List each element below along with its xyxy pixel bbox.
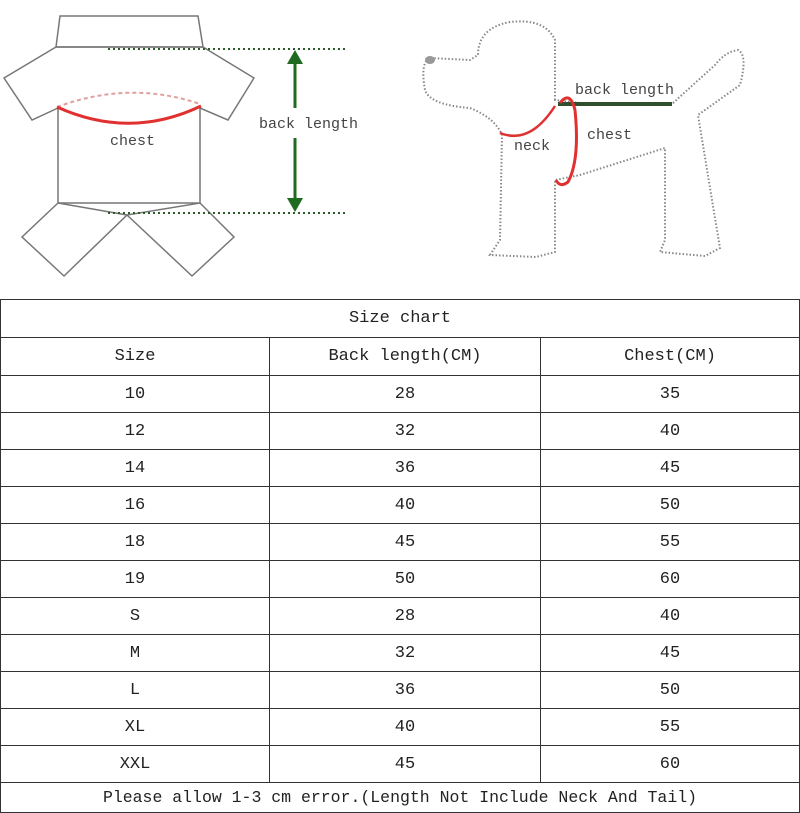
size-cell: L <box>1 672 270 709</box>
chest-cell: 45 <box>541 635 800 672</box>
size-cell: XXL <box>1 746 270 783</box>
size-cell: S <box>1 598 270 635</box>
table-row <box>1 561 800 598</box>
table-title: Size chart <box>1 300 800 338</box>
size-cell: M <box>1 635 270 672</box>
table-header-row <box>1 338 800 376</box>
chest-back-dashed <box>57 93 200 107</box>
back-length-cell: 50 <box>270 561 541 598</box>
back-length-cell: 32 <box>270 635 541 672</box>
table-row <box>1 746 800 783</box>
back-length-cell: 28 <box>270 598 541 635</box>
chest-cell: 60 <box>541 746 800 783</box>
back-length-cell: 40 <box>270 487 541 524</box>
table-row <box>1 487 800 524</box>
size-cell: 10 <box>1 376 270 413</box>
table-row <box>1 598 800 635</box>
back-length-cell: 36 <box>270 672 541 709</box>
size-cell: 12 <box>1 413 270 450</box>
garment-collar <box>56 16 203 47</box>
chest-cell: 55 <box>541 524 800 561</box>
table-row <box>1 413 800 450</box>
arrow-up-icon <box>287 50 303 64</box>
back-length-cell: 28 <box>270 376 541 413</box>
header-chest: Chest(CM) <box>541 338 800 376</box>
dog-neck-label: neck <box>514 138 551 155</box>
size-chart-table <box>0 299 800 813</box>
header-size: Size <box>1 338 270 376</box>
dog-nose <box>425 56 435 64</box>
back-length-cell: 45 <box>270 524 541 561</box>
table-row <box>1 635 800 672</box>
measurement-diagrams <box>0 0 800 296</box>
chest-cell: 40 <box>541 413 800 450</box>
dog-outline <box>423 21 743 257</box>
table-row <box>1 376 800 413</box>
chest-cell: 50 <box>541 487 800 524</box>
table-row <box>1 709 800 746</box>
size-cell: XL <box>1 709 270 746</box>
garment-left-leg <box>22 203 127 276</box>
back-length-cell: 45 <box>270 746 541 783</box>
chest-cell: 55 <box>541 709 800 746</box>
chest-cell: 40 <box>541 598 800 635</box>
chest-cell: 60 <box>541 561 800 598</box>
table-row <box>1 672 800 709</box>
table-row <box>1 524 800 561</box>
chest-cell: 50 <box>541 672 800 709</box>
garment-back-length-label: back length <box>259 116 359 133</box>
back-length-cell: 40 <box>270 709 541 746</box>
header-back-length: Back length(CM) <box>270 338 541 376</box>
garment-chest-label: chest <box>110 133 156 150</box>
neck-measure-line <box>500 106 555 136</box>
size-cell: 16 <box>1 487 270 524</box>
chest-measure-line <box>57 106 201 123</box>
back-length-cell: 32 <box>270 413 541 450</box>
size-cell: 14 <box>1 450 270 487</box>
back-length-cell: 36 <box>270 450 541 487</box>
table-row <box>1 450 800 487</box>
dog-diagram <box>423 21 743 257</box>
dog-back-length-label: back length <box>575 82 675 99</box>
chest-cell: 35 <box>541 376 800 413</box>
table-footnote: Please allow 1-3 cm error.(Length Not Include Neck And Tail) <box>1 783 800 813</box>
size-cell: 18 <box>1 524 270 561</box>
chest-cell: 45 <box>541 450 800 487</box>
size-cell: 19 <box>1 561 270 598</box>
garment-body <box>4 47 254 203</box>
dog-chest-label: chest <box>587 127 633 144</box>
chest-measure-line-dog <box>556 98 576 185</box>
arrow-down-icon <box>287 198 303 212</box>
